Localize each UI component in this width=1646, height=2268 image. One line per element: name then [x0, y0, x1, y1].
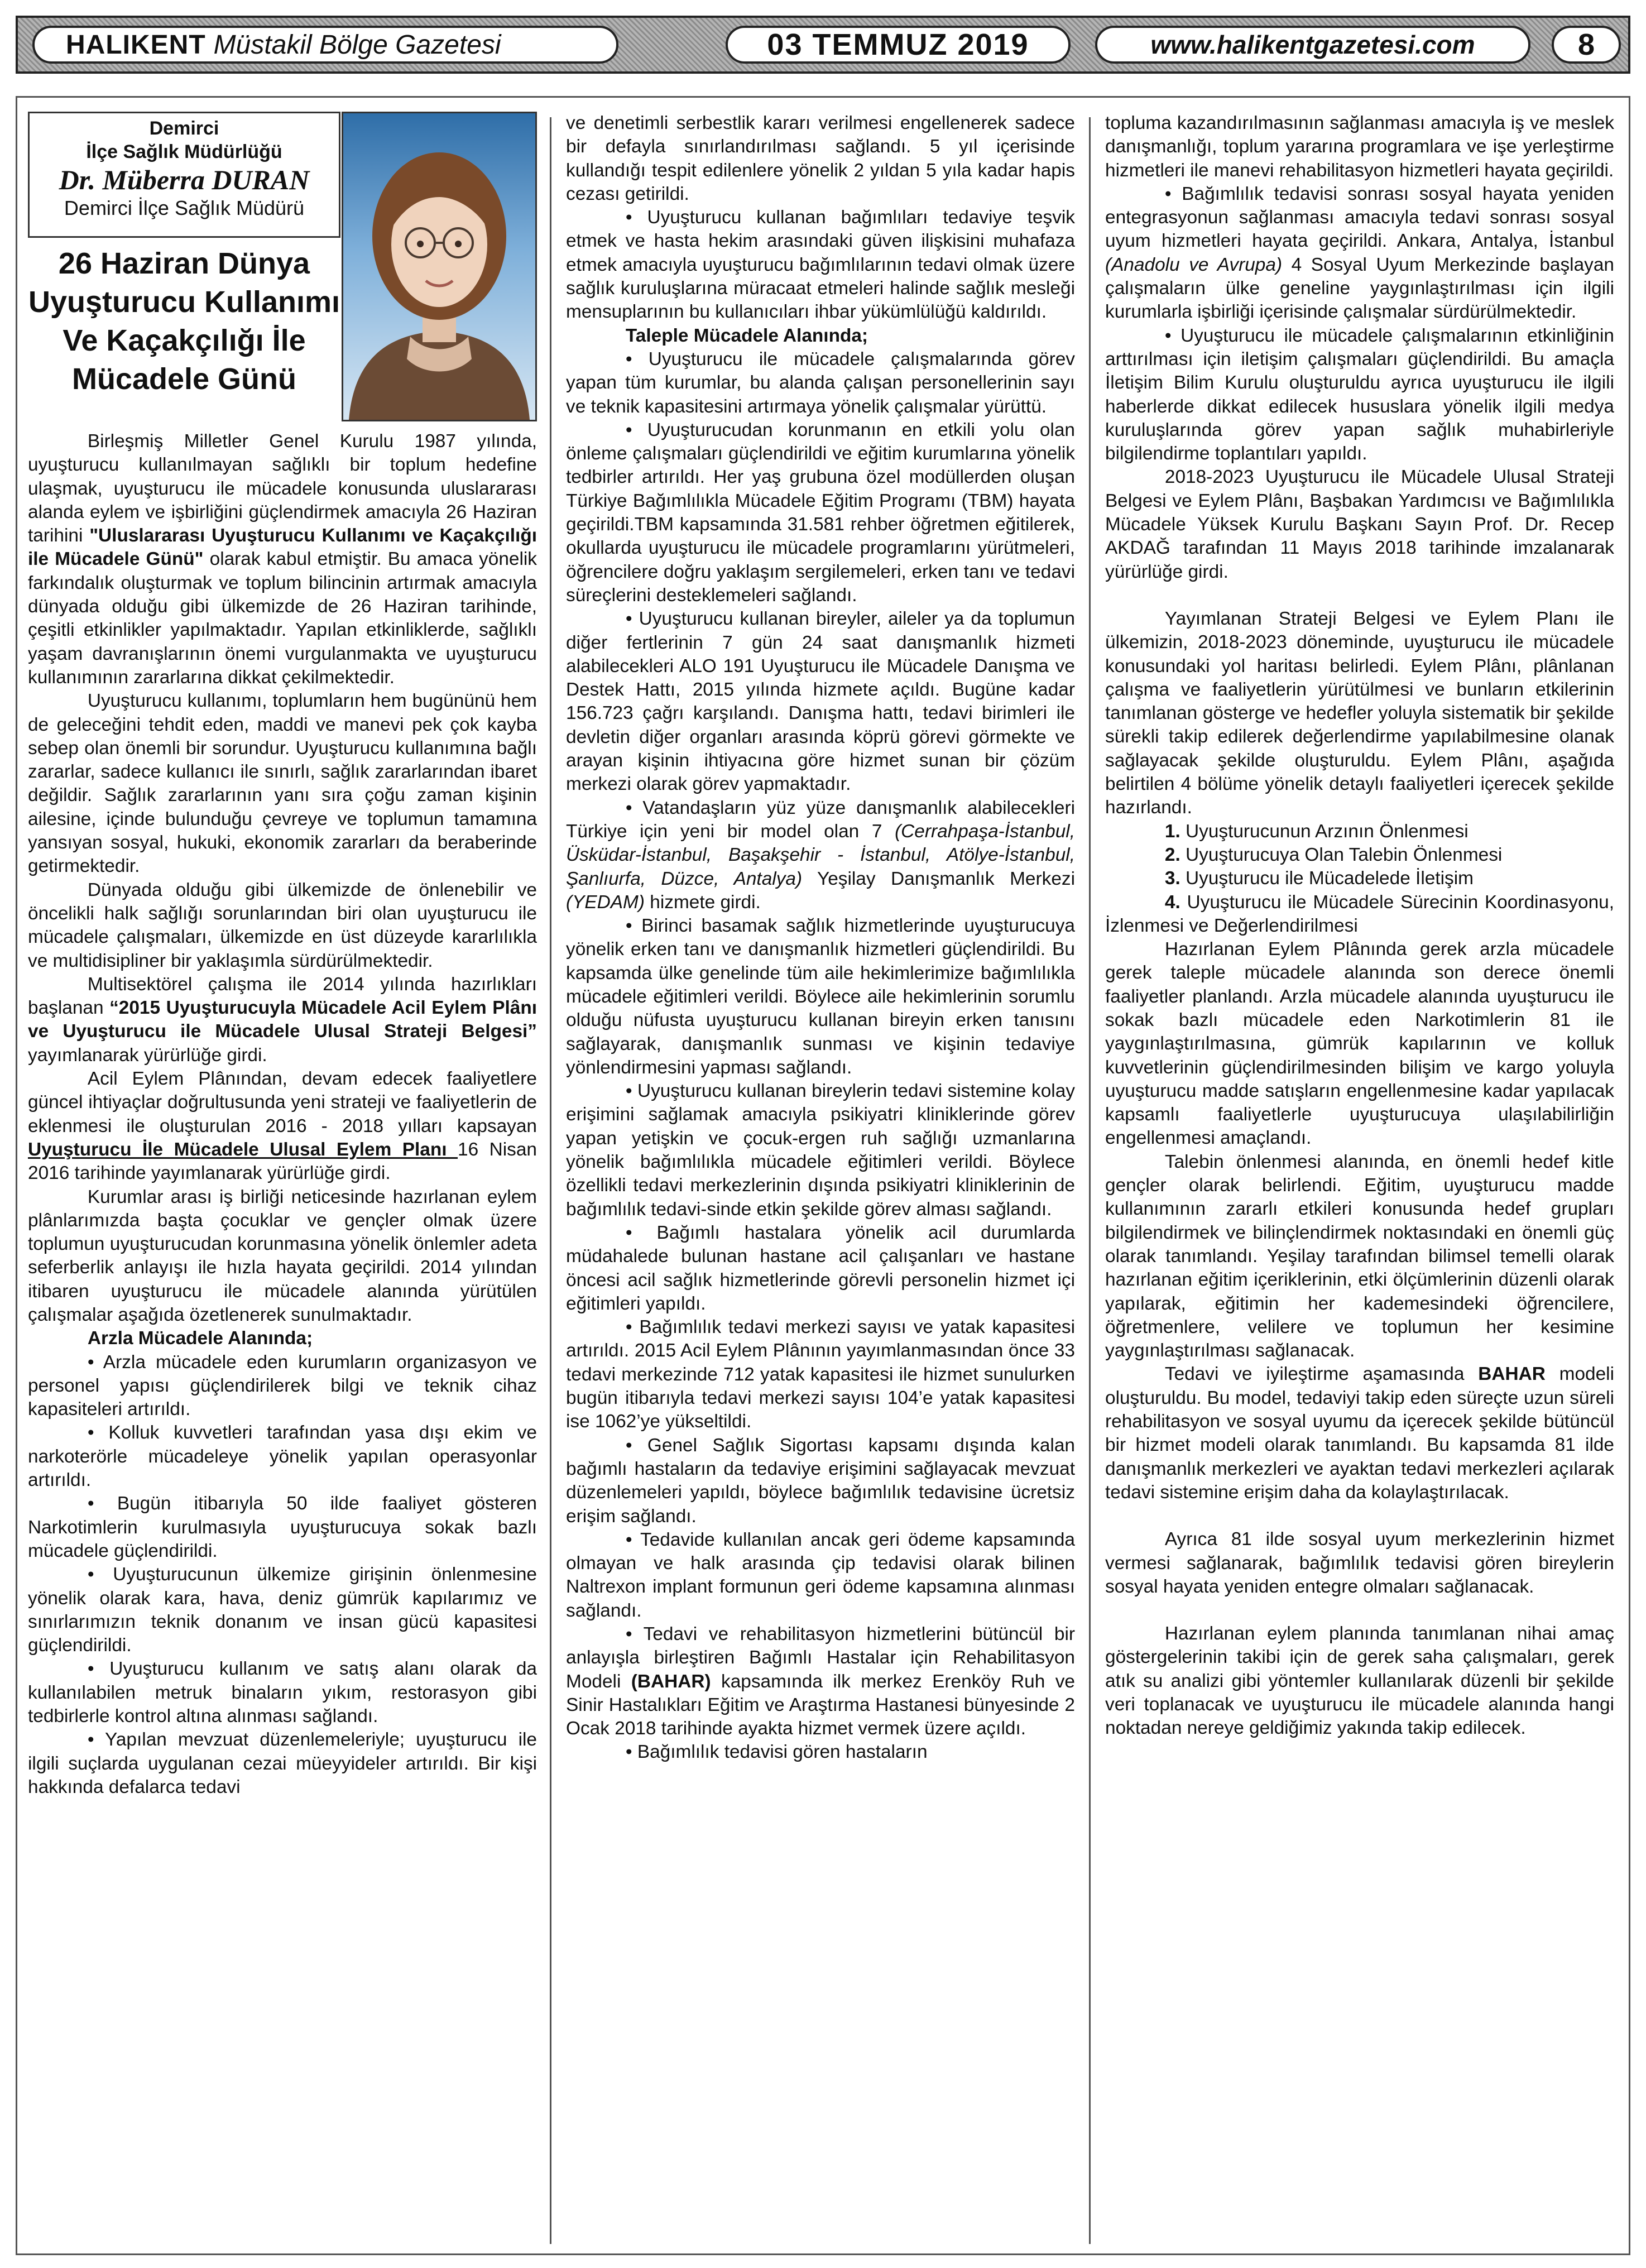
- paragraph: Yayımlanan Strateji Belgesi ve Eylem Planı ile ülkemizin, 2018-2023 döneminde, uyuşturucu ile mücadele konusundaki yol haritası belirledi. Eylem Plânı, plânlanan çalışma ve faaliyetlerin yürütülmesi ve bunların etkilerinin tanımlanan gösterge ve hedefler yoluyla sistematik bir şekilde sürekli takip edilerek değerlendirme yapılabilmesine olanak sağlayacak şekilde oluşturuldu. Eylem Plânı, aşağıda belirtilen 4 bölüme yönelik detaylı faaliyetleri içerecek şekilde hazırlandı.: [1105, 608, 1614, 818]
- paragraph: ve denetimli serbestlik kararı verilmesi engellenerek sadece bir defayla sınırlandırılması sağlandı. 5 yıl içerisinde kullandığı tespit edilenlere yönelik 2 yıldan 5 yıla kadar hapis cezası getirildi.: [566, 113, 1075, 204]
- bullet-item: • Uyuşturucu ile mücadele çalışmalarında görev yapan tüm kurumlar, bu alanda çalışan personellerinin sayı ve teknik kapasitesini artırmaya yönelik çalışmalar yürüttü.: [566, 348, 1075, 417]
- author-org: Demirci İlçe Sağlık Müdürlüğü: [86, 118, 282, 162]
- paragraph: Kurumlar arası iş birliği neticesinde hazırlanan eylem plânlarımızda başta çocuklar ve gençler olmak üzere toplumun uyuşturucudan korunmasına yönelik önlemler adeta seferberlik anlayışı ile hızla hayata geçirildi. 2014 yılından itibaren uyuşturucu ile mücadele alanında yürütülen çalışmalar aşağıda özetlenerek sunulmaktadır.: [28, 1186, 537, 1325]
- bullet-item: • Uyuşturucu kullanan bağımlıları tedaviye teşvik etmek ve hasta hekim arasındaki güven ilişkisini muhafaza etmek amacıyla uyuşturucu bağımlılarının tedavi olmak üzere sağlık kuruluşlarına müracaat etmeleri halinde sağlık mesleği mensuplarının bu kullanıcıları ihbar yükümlülüğü kaldırıldı.: [566, 207, 1075, 323]
- section-heading: Arzla Mücadele Alanında;: [87, 1328, 313, 1349]
- article-column-2: [566, 112, 1075, 1764]
- bullet-item: • Bağımlılık tedavisi gören hastaların: [625, 1742, 928, 1763]
- bullet-item: • Tedavi ve rehabilitasyon hizmetlerini bütüncül bir anlayışla birleştiren Bağımlı Hastalar için Rehabilitasyon Modeli (BAHAR) kapsamında ilk merkez Erenköy Ruh ve Sinir Hastalıkları Eğitim ve Araştırma Hastanesi bünyesinde 2 Ocak 2018 tarihinde ayakta hizmet vermek üzere açıldı.: [566, 1624, 1075, 1739]
- numbered-item: 2. Uyuşturucuya Olan Talebin Önlenmesi: [1164, 844, 1503, 865]
- paragraph: Multisektörel çalışma ile 2014 yılında hazırlıkları başlanan “2015 Uyuşturucuyla Mücadele Acil Eylem Plânı ve Uyuşturucu ile Mücadele Ulusal Strateji Belgesi” yayımlanarak yürürlüğe girdi.: [28, 974, 538, 1066]
- column-divider: [1089, 117, 1091, 2244]
- newspaper-name: [32, 26, 618, 64]
- bullet-item: • Uyuşturucu kullanım ve satış alanı olarak da kullanılabilen metruk binaların yıkım, restorasyon gibi tedbirlerle kontrol altına alınması sağlandı.: [28, 1658, 537, 1727]
- author-box: [28, 112, 340, 238]
- page-number: 8: [1552, 26, 1621, 64]
- bullet-item: • Bağımlılık tedavisi sonrası sosyal hayata yeniden entegrasyonun sağlanması amacıyla tedavi sonrası sosyal uyum hizmetleri hayata geçirildi. Ankara, Antalya, İstanbul (Anadolu ve Avrupa) 4 Sosyal Uyum Merkezinde başlayan çalışmaların ülke geneline yaygınlaştırılması için ilgili kurumlarla işbirliği içerisinde çalışmalar sürdürülmektedir.: [1105, 183, 1614, 323]
- bullet-item: • Vatandaşların yüz yüze danışmanlık alabilecekleri Türkiye için yeni bir model olan 7 (Cerrahpaşa-İstanbul, Üsküdar-İstanbul, Başakşehir - İstanbul, Atölye-İstanbul, Şanlıurfa, Düzce, Antalya) Yeşilay Danışmanlık Merkezi (YEDAM) hizmete girdi.: [566, 797, 1075, 913]
- portrait-illustration: [343, 113, 535, 420]
- paragraph: Hazırlanan eylem planında tanımlanan nihai amaç göstergelerinin takibi için de gerek saha çalışmaları, gerek atık su analizi gibi yöntemler kullanılarak düzenli bir şekilde veri toplanacak ve uyuşturucu ile mücadele alanında hangi noktadan nereye geldiğimiz yakında takip edilecek.: [1105, 1623, 1614, 1739]
- masthead: [16, 16, 1630, 74]
- author-portrait-photo: [342, 112, 537, 421]
- bullet-item: • Birinci basamak sağlık hizmetlerinde uyuşturucuya yönelik erken tanı ve danışmanlık hizmetleri güçlendirildi. Bu kapsamda ülke genelinde tüm aile hekimlerimize bağımlılıkla mücadele eğitimleri verildi. Böylece aile hekimlerinin sorumlu olduğu nüfusta uyuşturucu kullanan bireyin erken tanısını sağlayarak, danışmanlık sunması ve kişinin tedaviye yönlendirmesini yapması sağlandı.: [566, 915, 1075, 1078]
- paragraph: 2018-2023 Uyuşturucu ile Mücadele Ulusal Strateji Belgesi ve Eylem Plânı, Başbakan Yardımcısı ve Bağımlılıkla Mücadele Yüksek Kurulu Başkanı Sayın Prof. Dr. Recep AKDAĞ tarafından 11 Mayıs 2018 tarihinde imzalanarak yürürlüğe girdi.: [1105, 467, 1614, 582]
- bullet-item: • Kolluk kuvvetleri tarafından yasa dışı ekim ve narkoterörle mücadeleye yönelik yapılan operasyonlar artırıldı.: [28, 1422, 537, 1491]
- paragraph: topluma kazandırılmasının sağlanması amacıyla iş ve meslek danışmanlığı, toplum yararına programlara ve işe yerleştirme hizmetleri ile manevi rehabilitasyon hizmetleri hayata geçirildi.: [1105, 113, 1614, 181]
- brand-subtitle: Müstakil Bölge Gazetesi: [213, 30, 501, 60]
- paragraph: Talebin önlenmesi alanında, en önemli hedef kitle gençler olarak belirlendi. Eğitim, uyuşturucu madde kullanımının zararlı etkileri konusunda hedef grupları bilgilendirmek ve bilinçlendirmek noktasındaki en önemli güç olarak tanımlandı. Yeşilay tarafından bilimsel temelli olarak hazırlanan eğitim içeriklerinin, etki ölçümlerinin düzenli olarak yapılarak, eğitimin her kademesindeki öğrencilere, öğretmenlere, velilere ve toplumun her kesimine yaygınlaştırılması sağlanacak.: [1105, 1151, 1614, 1361]
- article-column-1: [28, 430, 537, 1799]
- numbered-item: 3. Uyuşturucu ile Mücadelede İletişim: [1164, 868, 1474, 889]
- paragraph: Acil Eylem Plânından, devam edecek faaliyetlere güncel ihtiyaçlar doğrultusunda yeni strateji ve faaliyetlerin de eklenmesi ile oluşturulan 2016 - 2018 yılları kapsayan Uyuşturucu İle Mücadele Ulusal Eylem Planı 16 Nisan 2016 tarihinde yayımlanarak yürürlüğe girdi.: [28, 1068, 537, 1184]
- bullet-item: • Uyuşturucudan korunmanın en etkili yolu olan önleme çalışmaları güçlendirildi ve eğitim kurumlarına yönelik tedbirler artırıldı. Her yaş grubuna özel modüllerden oluşan Türkiye Bağımlılıkla Mücadele Eğitim Programı (TBM) hayata geçirildi.TBM kapsamında 31.581 rehber öğretmen eğitilerek, okullarda uyuşturucu ile mücadele programlarını yürütmeleri, öğrencilere doğru yaklaşım sergilemeleri, erken tanı ve tedavi süreçlerini desteklemeleri sağlandı.: [566, 419, 1075, 606]
- paragraph: Tedavi ve iyileştirme aşamasında BAHAR modeli oluşturuldu. Bu model, tedaviyi takip eden süreçte uzun süreli rehabilitasyon ve sosyal uyumu da içerecek şekilde bütüncül bir hizmet modeli olarak tanımlandı. Bu kapsamda 81 ilde danışmanlık merkezleri ve ayaktan tedavi merkezleri açılarak tedavi sistemine erişim daha da kolaylaştırılacak.: [1105, 1364, 1615, 1503]
- article-headline: 26 Haziran Dünya Uyuşturucu Kullanımı Ve Kaçakçılığı İle Mücadele Günü: [28, 247, 340, 396]
- bullet-item: • Tedavide kullanılan ancak geri ödeme kapsamında olmayan ve halk arasında çip tedavisi olarak bilinen Naltrexon implant formunun geri ödeme kapsamına alınması sağlandı.: [566, 1529, 1075, 1621]
- bullet-item: • Uyuşturucu kullanan bireylerin tedavi sistemine kolay erişimini sağlamak amacıyla psikiyatri kliniklerinde görev yapan yetişkin ve çocuk-ergen ruh sağlığı uzmanlarına yönelik bağımlılıkla mücadele eğitimleri verildi. Böylece özellikli tedavi merkezlerinin dışında psikiyatri kliniklerinin de bağımlılık tedavi-sinde etkin şekilde görev alması sağlandı.: [566, 1081, 1075, 1220]
- paragraph: Uyuşturucu kullanımı, toplumların hem bugününü hem de geleceğini tehdit eden, maddi ve manevi pek çok kayba sebep olan önemli bir sorundur. Uyuşturucu kullanımına bağlı zararlar, sadece kullanıcı ile sınırlı, sağlık zararlarından ibaret değildir. Sağlık zararlarının yanı sıra çoğu zaman kişinin ailesine, içinde bulunduğu çevreye ve toplumun tamamına yansıyan sosyal, hukuki, ekonomik zararları da beraberinde getirmektedir.: [28, 691, 537, 877]
- bullet-item: • Bugün itibarıyla 50 ilde faaliyet gösteren Narkotimlerin kurulmasıyla uyuşturucuya sokak bazlı mücadele güçlendirildi.: [28, 1493, 537, 1561]
- bullet-item: • Arzla mücadele eden kurumların organizasyon ve personel yapısı güçlendirilerek bilgi ve teknik cihaz kapasiteleri artırıldı.: [28, 1351, 537, 1420]
- website-link[interactable]: www.halikentgazetesi.com: [1095, 26, 1530, 64]
- bullet-item: • Uyuşturucu kullanan bireyler, aileler ya da toplumun diğer fertlerinin 7 gün 24 saat danışmanlık hizmeti alabilecekleri ALO 191 Uyuşturucu ile Mücadele Danışma ve Destek Hattı, 2015 yılında hizmete açıldı. Bugüne kadar 156.723 çağrı karşılandı. Danışma hattı, tedavi birimleri ile devletin diğer organları arasında köprü görevi görmekte ve arayan kişinin ihtiyacına göre hizmet sunan bir çözüm merkezi olarak görev yapmaktadır.: [566, 608, 1075, 795]
- bullet-item: • Genel Sağlık Sigortası kapsamı dışında kalan bağımlı hastaların da tedaviye erişimini sağlayacak mevzuat düzenlemeleri yapıldı, böylece bağımlılık tedavisine ücretsiz erişim sağlandı.: [566, 1435, 1075, 1527]
- paragraph: Hazırlanan Eylem Plânında gerek arzla mücadele gerek taleple mücadele alanında son derece önemli faaliyetler planlandı. Arzla mücadele alanında uyuşturucu ile sokak bazlı mücadele eden Narkotimlerin 81 ile yaygınlaştırılmasına, gümrük kapılarının ve kolluk kuvvetlerinin güçlendirilmesinden bilişim ve kargo yoluyla uyuşturucu madde satışların engellenmesine kadar yapılacak kapsamlı faaliyetlerle uyuşturucuya ulaşılabilirliğin engellenmesi amaçlandı.: [1105, 939, 1614, 1149]
- bullet-item: • Uyuşturucu ile mücadele çalışmalarının etkinliğinin arttırılması için iletişim çalışmaları güçlendirildi. Bu amaçla İletişim Bilim Kurulu oluşturuldu ayrıca uyuşturucu ile ilgili haberlerde dikkat edilecek hususlara yönelik ilgili medya kuruluşlarında görev yapan sağlık muhabirleriyle bilgilendirme toplantıları yapıldı.: [1105, 325, 1614, 464]
- author-name: Dr. Müberra DURAN: [59, 164, 310, 195]
- issue-date: 03 TEMMUZ 2019: [726, 26, 1071, 64]
- paragraph: Dünyada olduğu gibi ülkemizde de önlenebilir ve öncelikli halk sağlığı sorunlarından biri olan uyuşturucu ile mücadele çalışmaları, ülkemizde en üst düzeyde kararlılıkla ve multidisipliner bir yaklaşımla sürdürülmektedir.: [28, 879, 537, 971]
- column-divider: [550, 117, 551, 2244]
- numbered-item: 1. Uyuşturucunun Arzının Önlenmesi: [1164, 821, 1469, 842]
- bullet-item: • Bağımlı hastalara yönelik acil durumlarda müdahalede bulunan hastane acil çalışanları ve hastane öncesi acil sağlık hizmetlerinde görevli personelin hizmet içi eğitimleri yapıldı.: [566, 1222, 1075, 1314]
- article-column-3: [1105, 112, 1614, 1740]
- numbered-item: 4. Uyuşturucu ile Mücadele Sürecinin Koordinasyonu, İzlenmesi ve Değerlendirilmesi: [1105, 891, 1614, 936]
- brand-name: HALIKENT: [66, 30, 206, 60]
- author-title: Demirci İlçe Sağlık Müdürü: [64, 196, 305, 219]
- bullet-item: • Uyuşturucunun ülkemize girişinin önlenmesine yönelik olarak kara, hava, deniz gümrük kapılarımız ve sınırlarımızın teknik donanım ve insan gücü kapasitesi güçlendirildi.: [28, 1564, 537, 1656]
- paragraph: Birleşmiş Milletler Genel Kurulu 1987 yılında, uyuşturucu kullanılmayan sağlıklı bir toplum hedefine ulaşmak, uyuşturucu ile mücadele konusunda uluslararası alanda eylem ve işbirliğini güçlendirmek amacıyla 26 Haziran tarihini "Uluslararası Uyuşturucu Kullanımı ve Kaçakçılığı ile Mücadele Günü" olarak kabul etmiştir. Bu amaca yönelik farkındalık oluşturmak ve toplum bilincinin artırmak amacıyla dünyada olduğu gibi ülkemizde de 26 Haziran tarihinde, çeşitli etkinlikler yapılmaktadır. Yapılan etkinliklerde, sağlıklı yaşam davranışlarının önemi vurgulanmakta ve uyuşturucu kullanımının zararlarına dikkat çekilmektedir.: [28, 431, 538, 688]
- paragraph: Ayrıca 81 ilde sosyal uyum merkezlerinin hizmet vermesi sağlanarak, bağımlılık tedavisi gören bireylerin sosyal hayata yeniden entegre olmaları sağlanacak.: [1105, 1529, 1614, 1597]
- bullet-item: • Yapılan mevzuat düzenlemeleriyle; uyuşturucu ile ilgili suçlarda uygulanan cezai müeyyideler artırıldı. Bir kişi hakkında defalarca tedavi: [28, 1729, 537, 1797]
- bullet-item: • Bağımlılık tedavi merkezi sayısı ve yatak kapasitesi artırıldı. 2015 Acil Eylem Plânının yayımlanmasından önce 33 tedavi merkezinde 712 yatak kapasitesi ile hizmet sunulurken bugün itibarıyla tedavi merkezi sayısı 104’e yatak kapasitesi ise 1062’ye yükseltildi.: [566, 1317, 1075, 1432]
- section-heading: Taleple Mücadele Alanında;: [625, 325, 868, 346]
